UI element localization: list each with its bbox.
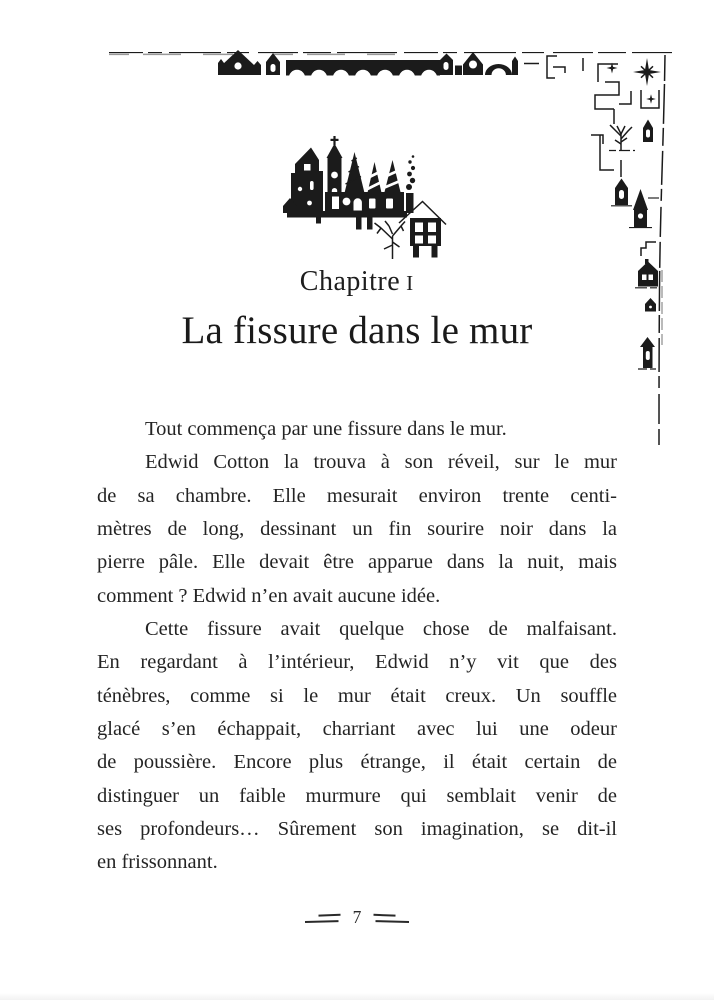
footer-ornament-left-icon [303, 912, 343, 926]
bridge-icon [286, 60, 440, 86]
body-text [97, 413, 617, 880]
page-number: 7 [352, 907, 362, 928]
right-border-rule-icon [659, 55, 665, 445]
text-line: pierre pâle. Elle devait être apparue dans la nuit, mais [97, 551, 617, 574]
house-icon [635, 259, 660, 288]
page-footer [97, 903, 617, 935]
footer-ornament-right-icon [371, 912, 411, 926]
text-line: ses profondeurs… Sûrement son imagination, se dit-il [97, 818, 617, 841]
castle-town-icon [283, 136, 446, 259]
text-line: comment ? Edwid n’en avait aucune idée. [97, 584, 441, 607]
text-line: distinguer un faible murmure qui semblait venir de [97, 784, 617, 807]
top-skyline-houses-right-icon [440, 52, 565, 78]
text-line: glacé s’en échappait, charriant avec lui une odeur [97, 718, 617, 741]
chapter-title: La fissure dans le mur [181, 309, 533, 352]
text-line: de poussière. Encore plus étrange, il était certain de [97, 751, 617, 774]
text-line: en frissonnant. [97, 851, 218, 874]
text-line: Edwid Cotton la trouva à son réveil, sur le mur [145, 451, 617, 474]
maze-border-icon [583, 55, 665, 445]
rough-top-rule-icon [109, 53, 672, 55]
chapter-numeral: I [406, 271, 415, 295]
text-line: Cette fissure avait quelque chose de malfaisant. [145, 618, 617, 641]
church-icon [629, 189, 652, 228]
twisted-spires-icon [345, 152, 402, 197]
small-house-icon [645, 298, 656, 312]
tower-icon [611, 179, 632, 206]
text-line: ténèbres, comme si le mur était creux. Un souffle [97, 684, 617, 707]
chapter-label: Chapitre [299, 266, 401, 297]
tree-icon [375, 221, 406, 259]
tree-icon [609, 125, 635, 151]
tower-icon [638, 337, 658, 369]
tower-icon [643, 120, 653, 143]
star-icon [646, 94, 656, 104]
chapter-heading [97, 265, 617, 353]
text-line: En regardant à l’intérieur, Edwid n’y vit que des [97, 651, 617, 674]
text-line: mètres de long, dessinant un fin sourire noir dans la [97, 518, 617, 541]
smoke-dots-icon [406, 155, 415, 190]
chapter-number-line [97, 265, 617, 300]
chapter-header-illustration [283, 131, 448, 260]
text-line: Tout commença par une fissure dans le mur. [145, 418, 507, 440]
text-line: de sa chambre. Elle mesurait environ trente centi- [97, 484, 617, 507]
